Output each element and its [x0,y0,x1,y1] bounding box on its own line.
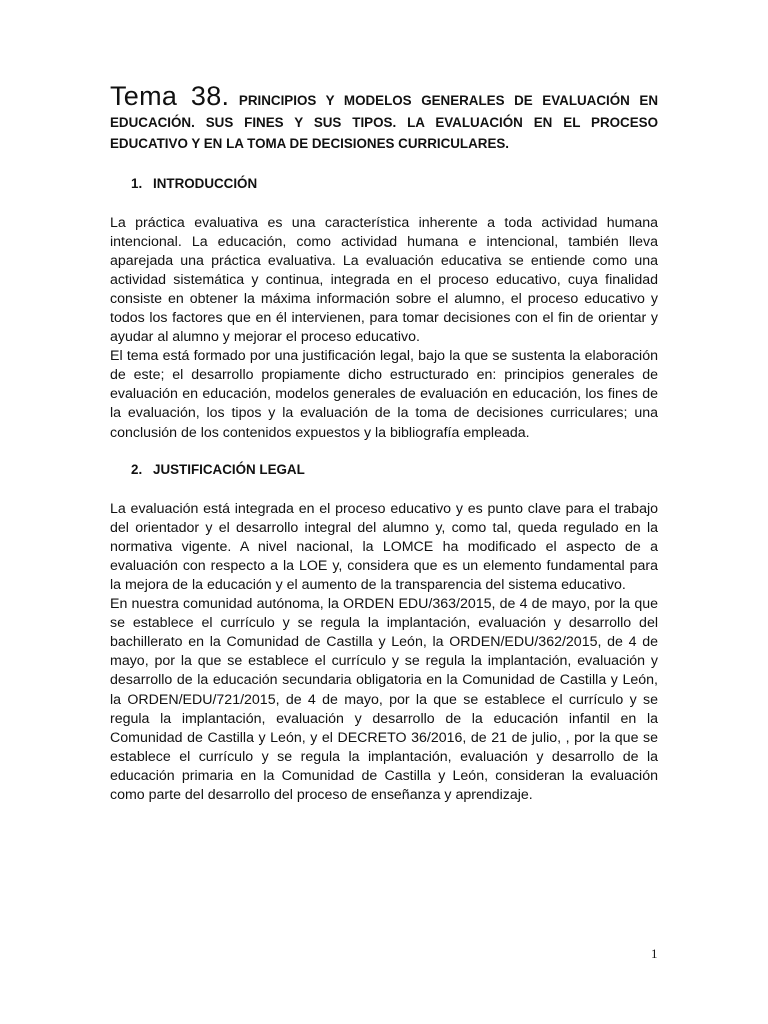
section-justificacion-legal-body [110,500,658,806]
paragraph: El tema está formado por una justificación legal, bajo la que se sustenta la elaboración de este; el desarrollo propiamente dicho estructurado en: principios generales de evaluación en educación, modelos generales de evaluación en educación, los fines de la evaluación, los tipos y la evaluación de la toma de decisiones curriculares; una conclusión de los contenidos expuestos y la bibliografía empleada. [110,348,658,441]
document-title [110,81,658,155]
document-page [110,81,658,805]
section-heading-label: INTRODUCCIÓN [153,175,258,191]
section-number: 1. [131,175,143,191]
section-heading-justificacion-legal [131,460,658,480]
paragraph: La práctica evaluativa es una característica inherente a toda actividad humana intencional. La educación, como actividad humana e intencional, también lleva aparejada una práctica evaluativa. La evaluación educativa se entiende como una actividad sistemática y continua, integrada en el proceso educativo, cuya finalidad consiste en obtener la máxima información sobre el alumno, el proceso educativo y todos los factores que en él intervienen, para tomar decisiones con el fin de orientar y ayudar al alumno y mejorar el proceso educativo. [110,214,658,346]
title-prefix: Tema 38. [110,81,230,111]
title-text: PRINCIPIOS Y MODELOS GENERALES DE EVALUACIÓN EN EDUCACIÓN. SUS FINES Y SUS TIPOS. LA EVALUACIÓN EN EL PROCESO EDUCATIVO Y EN LA TOMA DE DECISIONES CURRICULARES. [110,93,658,151]
section-heading-introduccion [131,174,658,194]
page-number: 1 [651,946,658,961]
section-introduccion-body [110,214,658,443]
paragraph: En nuestra comunidad autónoma, la ORDEN EDU/363/2015, de 4 de mayo, por la que se establece el currículo y se regula la implantación, evaluación y desarrollo del bachillerato en la Comunidad de Castilla y León, la ORDEN/EDU/362/2015, de 4 de mayo, por la que se establece el currículo y se regula la implantación, evaluación y desarrollo de la educación secundaria obligatoria en la Comunidad de Castilla y León, la ORDEN/EDU/721/2015, de 4 de mayo, por la que se establece el currículo y se regula la implantación, evaluación y desarrollo de la educación infantil en la Comunidad de Castilla y León, y el DECRETO 36/2016, de 21 de julio, , por la que se establece el currículo y se regula la implantación, evaluación y desarrollo de la educación primaria en la Comunidad de Castilla y León, consideran la evaluación como parte del desarrollo del proceso de enseñanza y aprendizaje. [110,596,658,804]
section-number: 2. [131,461,143,477]
paragraph: La evaluación está integrada en el proceso educativo y es punto clave para el trabajo del orientador y el desarrollo integral del alumno y, como tal, queda regulado en la normativa vigente. A nivel nacional, la LOMCE ha modificado el aspecto de a evaluación con respecto a la LOE y, considera que es un elemento fundamental para la mejora de la educación y el aumento de la transparencia del sistema educativo. [110,500,658,593]
section-heading-label: JUSTIFICACIÓN LEGAL [153,461,305,477]
